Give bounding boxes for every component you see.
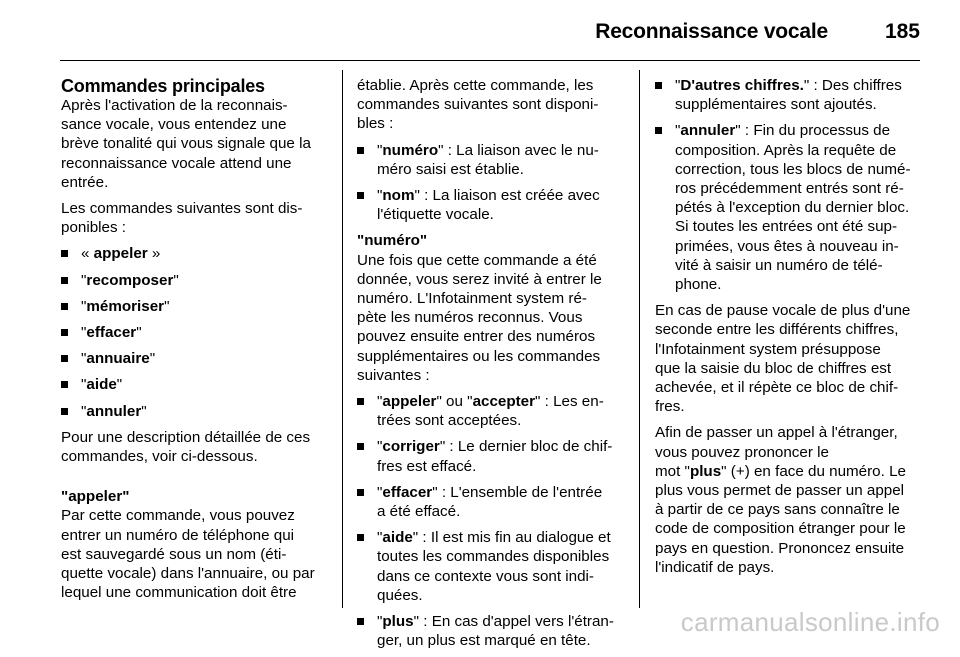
bullet-icon: [61, 329, 68, 336]
text-line: l'étiquette vocale.: [377, 206, 494, 224]
command-name: plus: [382, 613, 414, 631]
intro-paragraph: [61, 96, 329, 192]
text-line: bles :: [357, 115, 394, 133]
list-item: [61, 244, 329, 263]
command-name: D'autres chiffres.: [680, 77, 804, 94]
text-line: pète les numéros reconnus. Vous: [357, 309, 583, 327]
column-2: [357, 76, 625, 657]
bullet-icon: [357, 534, 364, 541]
command-name: corriger: [382, 438, 440, 456]
text-line: numéro. L'Infotainment system ré-: [357, 290, 587, 308]
list-item: [61, 402, 329, 421]
subsection-heading: "appeler": [61, 488, 130, 506]
text-fragment: " (+) en face du numéro. Le: [721, 462, 906, 480]
quote: ": [141, 402, 147, 420]
list-item: [61, 297, 329, 316]
text-line: phone.: [675, 276, 722, 294]
text-line: est sauvegardé sous un nom (éti-: [61, 545, 287, 563]
command-name: nom: [382, 187, 415, 205]
text-line: Pour une description détaillée de ces: [61, 428, 311, 446]
header-rule: [60, 60, 920, 61]
page-header: [60, 14, 920, 60]
description-paragraph: [61, 428, 329, 466]
command-name: recomposer: [86, 271, 174, 289]
text-line: quées.: [377, 586, 423, 604]
text-line: supplémentaires sont ajoutés.: [675, 96, 877, 114]
text-line: " : L'ensemble de l'entrée: [432, 483, 603, 501]
quote: ": [149, 350, 156, 368]
text-line: à partir de ce pays sans connaître le: [655, 501, 900, 519]
list-item: [61, 349, 329, 368]
text-line: commandes, voir ci-dessous.: [61, 448, 258, 466]
bullet-icon: [61, 303, 68, 310]
bullet-icon: [357, 618, 364, 625]
text-line: brève tonalité qui vous signale que la: [61, 135, 311, 153]
text-line: " : Il est mis fin au dialogue et: [412, 529, 611, 547]
command-name: annuler: [86, 402, 142, 420]
quote: ": [81, 324, 87, 342]
list-item: "aide" : Il est mis fin au dialogue et toutes les commandes disponibles dans ce contexte vous sont indi- quées.: [357, 528, 625, 605]
subsection-heading: "numéro": [357, 232, 428, 250]
bullet-icon: [655, 82, 662, 89]
text-line: établie. Après cette commande, les: [357, 77, 594, 94]
text-line: Les commandes suivantes sont dis-: [61, 200, 303, 218]
bullet-icon: [61, 408, 68, 415]
command-name: appeler: [93, 245, 148, 263]
quote: ": [81, 297, 87, 315]
text-line: Si toutes les entrées ont été sup-: [675, 218, 898, 236]
text-line: composition. Après la requête de: [675, 141, 897, 159]
text-line: " : Fin du processus de: [735, 122, 891, 140]
text-line: correction, tous les blocs de numé-: [675, 160, 911, 178]
command-name: effacer: [382, 483, 433, 501]
appeler-paragraph: [61, 506, 329, 602]
quote: ": [116, 376, 123, 394]
list-item: "plus" : En cas d'appel vers l'étran- ger, un plus est marqué en tête.: [357, 612, 625, 650]
text-line: Afin de passer un appel à l'étranger,: [655, 424, 898, 442]
bullet-icon: [357, 147, 364, 154]
command-name: accepter: [472, 393, 536, 411]
command-name: plus: [689, 462, 722, 480]
column-1: [61, 76, 329, 602]
command-name: annuler: [680, 122, 736, 140]
text-line: fres est effacé.: [377, 457, 477, 475]
text-line: seconde entre les différents chiffres,: [655, 321, 899, 339]
text-line: donnée, vous serez invité à entrer le: [357, 270, 602, 288]
list-item: "effacer" : L'ensemble de l'entrée a été effacé.: [357, 483, 625, 521]
text-line: pouvez ensuite entrer des numéros: [357, 328, 596, 346]
text-line: lequel une communication doit être: [61, 584, 297, 602]
text-line: ponibles :: [61, 219, 127, 237]
text-line: pétés à l'exception du dernier bloc.: [675, 199, 910, 217]
text-line: reconnaissance vocale attend une: [61, 154, 292, 172]
quote: ": [81, 402, 87, 420]
text-line: a été effacé.: [377, 503, 461, 521]
list-intro-paragraph: [61, 199, 329, 237]
watermark: carmanualsonline.info: [680, 607, 940, 637]
text-line: supplémentaires ou les commandes: [357, 347, 601, 365]
section-heading: Commandes principales: [61, 76, 265, 96]
command-name: aide: [382, 529, 413, 547]
command-name: aide: [86, 376, 117, 394]
list-item: "numéro" : La liaison avec le nu- méro saisi est établie.: [357, 141, 625, 179]
column-3: [655, 76, 923, 584]
text-line: que la saisie du bloc de chiffres est: [655, 359, 892, 377]
list-item: "D'autres chiffres." : Des chiffres supplémentaires sont ajoutés.: [655, 76, 923, 114]
text-fragment: mot ": [655, 462, 690, 480]
text-line: l'indicatif de pays.: [655, 558, 775, 576]
text-line: commandes suivantes sont disponi-: [357, 96, 599, 114]
text-line: code de composition étranger pour le: [655, 520, 906, 538]
quote: ": [136, 324, 142, 342]
pause-paragraph: [655, 301, 923, 416]
command-name: annuaire: [86, 350, 150, 368]
text-line: " : Le dernier bloc de chif-: [439, 438, 613, 456]
text-line: " : Les en-: [535, 393, 604, 411]
bullet-icon: [357, 192, 364, 199]
bullet-icon: [61, 381, 68, 388]
text-line: primées, vous êtes à nouveau in-: [675, 237, 899, 255]
text-line: l'Infotainment system présuppose: [655, 340, 881, 358]
bullet-icon: [61, 277, 68, 284]
continued-paragraph: [357, 76, 625, 134]
text-line: Après l'activation de la reconnais-: [61, 97, 288, 114]
quote: ": [173, 271, 179, 289]
text-line: trées sont acceptées.: [377, 412, 522, 430]
command-name: effacer: [86, 324, 137, 342]
page-number: 185: [884, 20, 920, 43]
bullet-icon: [61, 250, 68, 257]
text-line: Une fois que cette commande a été: [357, 251, 597, 269]
text-line: toutes les commandes disponibles: [377, 548, 610, 566]
text-line: achevée, et il répète ce bloc de chif-: [655, 379, 899, 397]
international-paragraph: [655, 423, 923, 577]
quote: ": [164, 297, 170, 315]
text-fragment: " ou ": [436, 393, 473, 411]
text-line: vité à saisir un numéro de télé-: [675, 256, 883, 274]
column-divider-1: [342, 70, 343, 608]
list-item: "annuler" : Fin du processus de composition. Après la requête de correction, tous les blocs de numé- ros précédemment entrés sont ré- pétés à l'exception du dernier bloc. Si toutes les entrées ont été sup- primées, vous êtes à nouveau in- vité à saisir un numéro de télé- phone.: [655, 121, 923, 294]
text-line: dans ce contexte vous sont indi-: [377, 567, 594, 585]
text-line: " : Des chiffres: [803, 77, 902, 94]
text-line: vous pouvez prononcer le: [655, 443, 829, 461]
bullet-icon: [357, 443, 364, 450]
list-item: [61, 323, 329, 342]
quote: ": [81, 350, 87, 368]
text-line: entrer un numéro de téléphone qui: [61, 526, 295, 544]
text-line: " : La liaison avec le nu-: [438, 141, 599, 159]
list-item: [61, 375, 329, 394]
text-line: En cas de pause vocale de plus d'une: [655, 302, 911, 320]
list-item: "nom" : La liaison est créée avec l'étiquette vocale.: [357, 186, 625, 224]
column-divider-2: [639, 70, 640, 608]
command-name: numéro: [382, 141, 439, 159]
bullet-icon: [655, 127, 662, 134]
text-line: entrée.: [61, 173, 109, 191]
command-name: mémoriser: [86, 297, 165, 315]
text-line: plus vous permet de passer un appel: [655, 482, 905, 500]
bullet-icon: [357, 489, 364, 496]
page-title: Reconnaissance vocale: [595, 20, 828, 43]
text-line: fres.: [655, 398, 685, 416]
list-item: "appeler" ou "accepter" : Les en- trées sont acceptées.: [357, 392, 625, 430]
text-line: pays en question. Prononcez ensuite: [655, 539, 905, 557]
text-line: ros précédemment entrés sont ré-: [675, 180, 904, 198]
list-item: "corriger" : Le dernier bloc de chif- fres est effacé.: [357, 437, 625, 475]
text-line: Par cette commande, vous pouvez: [61, 507, 295, 525]
text-line: " : En cas d'appel vers l'étran-: [413, 613, 614, 631]
bullet-icon: [357, 398, 364, 405]
quote: »: [147, 245, 161, 263]
text-line: ger, un plus est marqué en tête.: [377, 632, 591, 650]
text-line: quette vocale) dans l'annuaire, ou par: [61, 565, 315, 583]
quote: ": [81, 271, 87, 289]
text-line: " : La liaison est créée avec: [414, 187, 600, 205]
text-line: suivantes :: [357, 366, 430, 384]
bullet-icon: [61, 355, 68, 362]
text-line: sance vocale, vous entendez une: [61, 116, 287, 134]
quote: «: [81, 245, 94, 263]
command-name: appeler: [382, 393, 437, 411]
text-line: méro saisi est établie.: [377, 160, 524, 178]
list-item: [61, 271, 329, 290]
quote: ": [81, 376, 87, 394]
numero-paragraph: [357, 251, 625, 385]
